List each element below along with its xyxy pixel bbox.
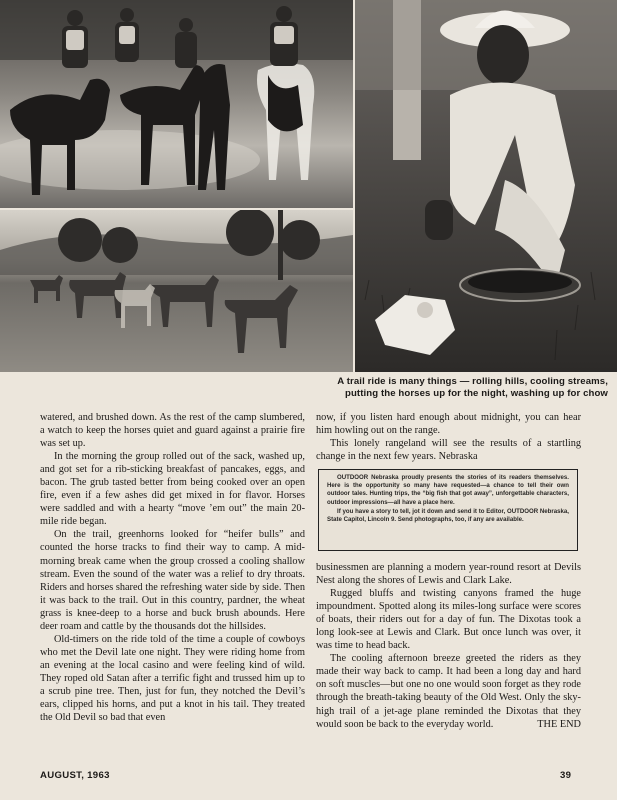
issue-date: AUGUST, 1963	[40, 770, 110, 781]
reader-stories-notice-box	[318, 469, 578, 551]
photo-caption: A trail ride is many things — rolling hills, cooling streams, putting the horses up for the night, washing up for chow	[337, 376, 608, 399]
notice-paragraph: OUTDOOR Nebraska proudly presents the stories of its readers themselves. Here is the opportunity so many have requested—a chance to tell their own outdoor tales. Hunting trips, the “big fish that got away”, unforgettable characters, outdoor impressions—all have a place here.	[327, 474, 569, 506]
article-column-right-bottom	[316, 561, 581, 731]
notice-paragraph: If you have a story to tell, jot it down and send it to Editor, OUTDOOR Nebraska, State Capitol, Lincoln 9. Send photographs, too, if any are available.	[327, 507, 569, 524]
article-paragraph-text: The cooling afternoon breeze greeted the riders as they made their way back to camp. It had been a long day and hard on soft muscles—but one no one would soon forget as they rode through the breath-taking beauty of the Old West. Only the sky-high trail of a jet-age plane reminded the Dixotas that they would soon be back to the everyday world.	[316, 653, 581, 730]
photo-cowboy-washing-up-for-chow	[355, 0, 617, 372]
photo-horse-herd-on-hillside	[0, 210, 353, 372]
the-end-mark: THE END	[537, 718, 581, 730]
article-paragraph: In the morning the group rolled out of the sack, washed up, and got set for a rib-sticking breakfast of pancakes, eggs, and bacon. The grub tasted better from being cooked over an open fire, even if a few ashes did get mixed in for flavor. Horses were saddled and with a hearty “move ’em out” the main 20-mile ride began.	[40, 451, 305, 528]
article-paragraph: This lonely rangeland will see the results of a startling change in the next few years. Nebraska	[316, 438, 581, 463]
article-column-right-top	[316, 411, 581, 463]
article-paragraph: watered, and brushed down. As the rest of the camp slumbered, a watch to keep the horses quiet and guard against a prairie fire was set up.	[40, 412, 305, 450]
photo-riders-in-stream	[0, 0, 353, 208]
article-paragraph: businessmen are planning a modern year-round resort at Devils Nest along the shores of Lewis and Clark Lake.	[316, 562, 581, 587]
article-paragraph: Rugged bluffs and twisting canyons framed the huge impoundment. Spotted along its miles-long surface were scores of boats, their riders out for a day of fun. The Dixotas took a long look-see at Lewis and Clark. But once lunch was over, it was time to head back.	[316, 588, 581, 652]
article-paragraph: now, if you listen hard enough about midnight, you can hear him howling out on the range.	[316, 412, 581, 437]
article-paragraph: On the trail, greenhorns looked for “heifer bulls” and counted the horse tracks to find their way to camp. A mid-morning break came when the group crossed a cooling shallow stream. Even the sound of the water was a relief to dry throats. Riders and horses shared the refreshing water side by side. Then it was back to the trail. Out in this country, pardner, the wheat grass is knee-deep to a horse and buck brush abounds. Here deer roam and cattle by the thousands dot the hillsides.	[40, 529, 305, 632]
article-paragraph-last	[316, 652, 581, 730]
page-number: 39	[560, 770, 572, 781]
article-paragraph: Old-timers on the ride told of the time a couple of cowboys who met the Devil late one night. They were riding home from an evening at the local casino and were feeling kind of wild. They roped old Satan after a terrific fight and trussed him up to a scrub pine tree. Then, just for fun, they notched the Devil’s ears, clipped his horns, and put a knot in his tail. They treated the Old Devil so bad that even	[40, 633, 305, 724]
article-column-left	[40, 411, 305, 724]
